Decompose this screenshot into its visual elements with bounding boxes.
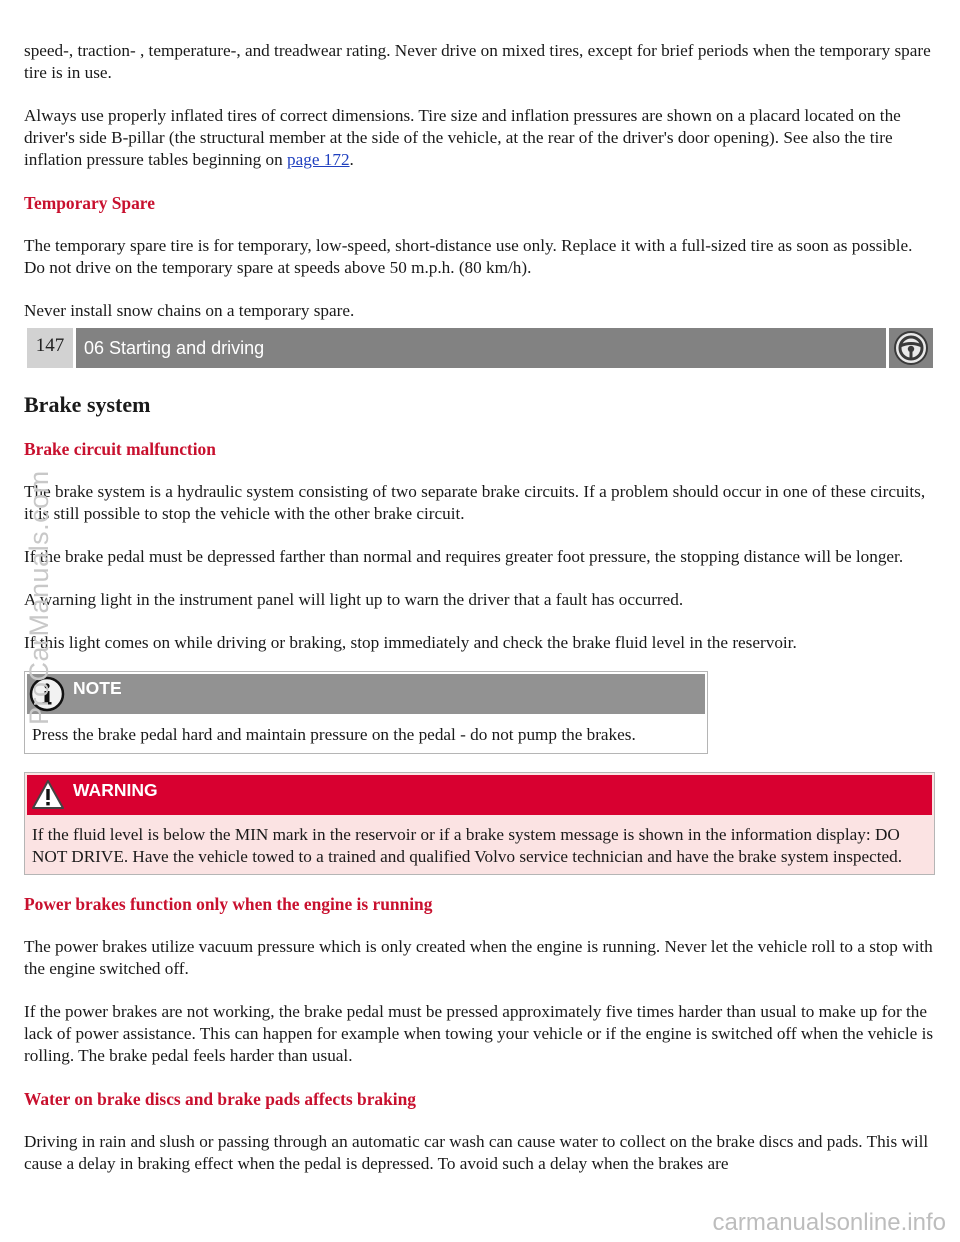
paragraph-brake-circuits: The brake system is a hydraulic system consisting of two separate brake circuits. If a problem should occur in one of these circuits, it is still possible to stop the vehicle with the other brake circuit. (24, 482, 926, 523)
chapter-bar (27, 328, 933, 368)
paragraph-tire-rating: speed-, traction- , temperature-, and treadwear rating. Never drive on mixed tires, except for brief periods when the temporary spare tire is in use. (24, 41, 931, 82)
steering-wheel-icon (889, 328, 933, 368)
note-box (24, 671, 708, 754)
temporary-spare-heading: Temporary Spare (24, 193, 155, 213)
paragraph-water-delay: Driving in rain and slush or passing through an automatic car wash can cause water to collect on the brake discs and pads. This will cause a delay in braking effect when the pedal is depressed. To avoid such a delay when the brakes are (24, 1132, 929, 1173)
page-172-link[interactable]: page 172 (287, 150, 350, 169)
paragraph-pedal-depressed: If the brake pedal must be depressed farther than normal and requires greater foot pressure, the stopping distance will be longer. (24, 547, 904, 566)
power-brakes-heading: Power brakes function only when the engine is running (24, 894, 433, 914)
brake-section (24, 438, 936, 1175)
footer-watermark: carmanualsonline.info (712, 1209, 946, 1236)
paragraph-tire-inflation (24, 105, 936, 171)
page-number: 147 (27, 328, 73, 368)
warning-box (24, 772, 935, 875)
water-on-brakes-heading: Water on brake discs and brake pads affects braking (24, 1089, 416, 1109)
paragraph-power-brakes-failure: If the power brakes are not working, the brake pedal must be pressed approximately five times harder than usual to make up for the lack of power assistance. This can happen for example when towing your vehicle or if the engine is switched off when the vehicle is rolling. The brake pedal feels harder than usual. (24, 1002, 934, 1065)
paragraph-vacuum-pressure: The power brakes utilize vacuum pressure which is only created when the engine is running. Never let the vehicle roll to a stop with the engine switched off. (24, 937, 933, 978)
paragraph-warning-light: A warning light in the instrument panel will light up to warn the driver that a fault has occurred. (24, 590, 684, 609)
paragraph-stop-check: If this light comes on while driving or braking, stop immediately and check the brake fluid level in the reservoir. (24, 633, 797, 652)
warning-text: If the fluid level is below the MIN mark in the reservoir or if a brake system message is shown in the information display: DO NOT DRIVE. Have the vehicle towed to a trained and qualified Volvo service technician and have the brake system inspected. (25, 817, 934, 874)
paragraph-snow-chains: Never install snow chains on a temporary spare. (24, 301, 355, 320)
note-label: NOTE (73, 678, 122, 698)
note-text: Press the brake pedal hard and maintain pressure on the pedal - do not pump the brakes. (32, 725, 636, 744)
warning-label: WARNING (73, 780, 158, 800)
side-watermark: ProCarManuals.com (24, 470, 54, 725)
warning-header (27, 775, 932, 815)
chapter-title: 06 Starting and driving (76, 328, 886, 368)
paragraph-tire-inflation-text: Always use properly inflated tires of correct dimensions. Tire size and inflation pressures are shown on a placard located on the driver's side B-pillar (the structural member at the side of the vehicle, at the rear of the driver's door opening). See also the tire inflation pressure tables beginning on (24, 106, 901, 169)
warning-triangle-icon (31, 779, 65, 817)
brake-system-title: Brake system (24, 392, 151, 417)
brake-circuit-heading: Brake circuit malfunction (24, 439, 216, 459)
paragraph-temporary-spare: The temporary spare tire is for temporary, low-speed, short-distance use only. Replace it with a full-sized tire as soon as possible. Do not drive on the temporary spare at speeds above 50 m.p.h. (80 km/h). (24, 236, 913, 277)
page-content (24, 0, 936, 322)
paragraph-end-period: . (349, 150, 354, 169)
note-header (27, 674, 705, 714)
